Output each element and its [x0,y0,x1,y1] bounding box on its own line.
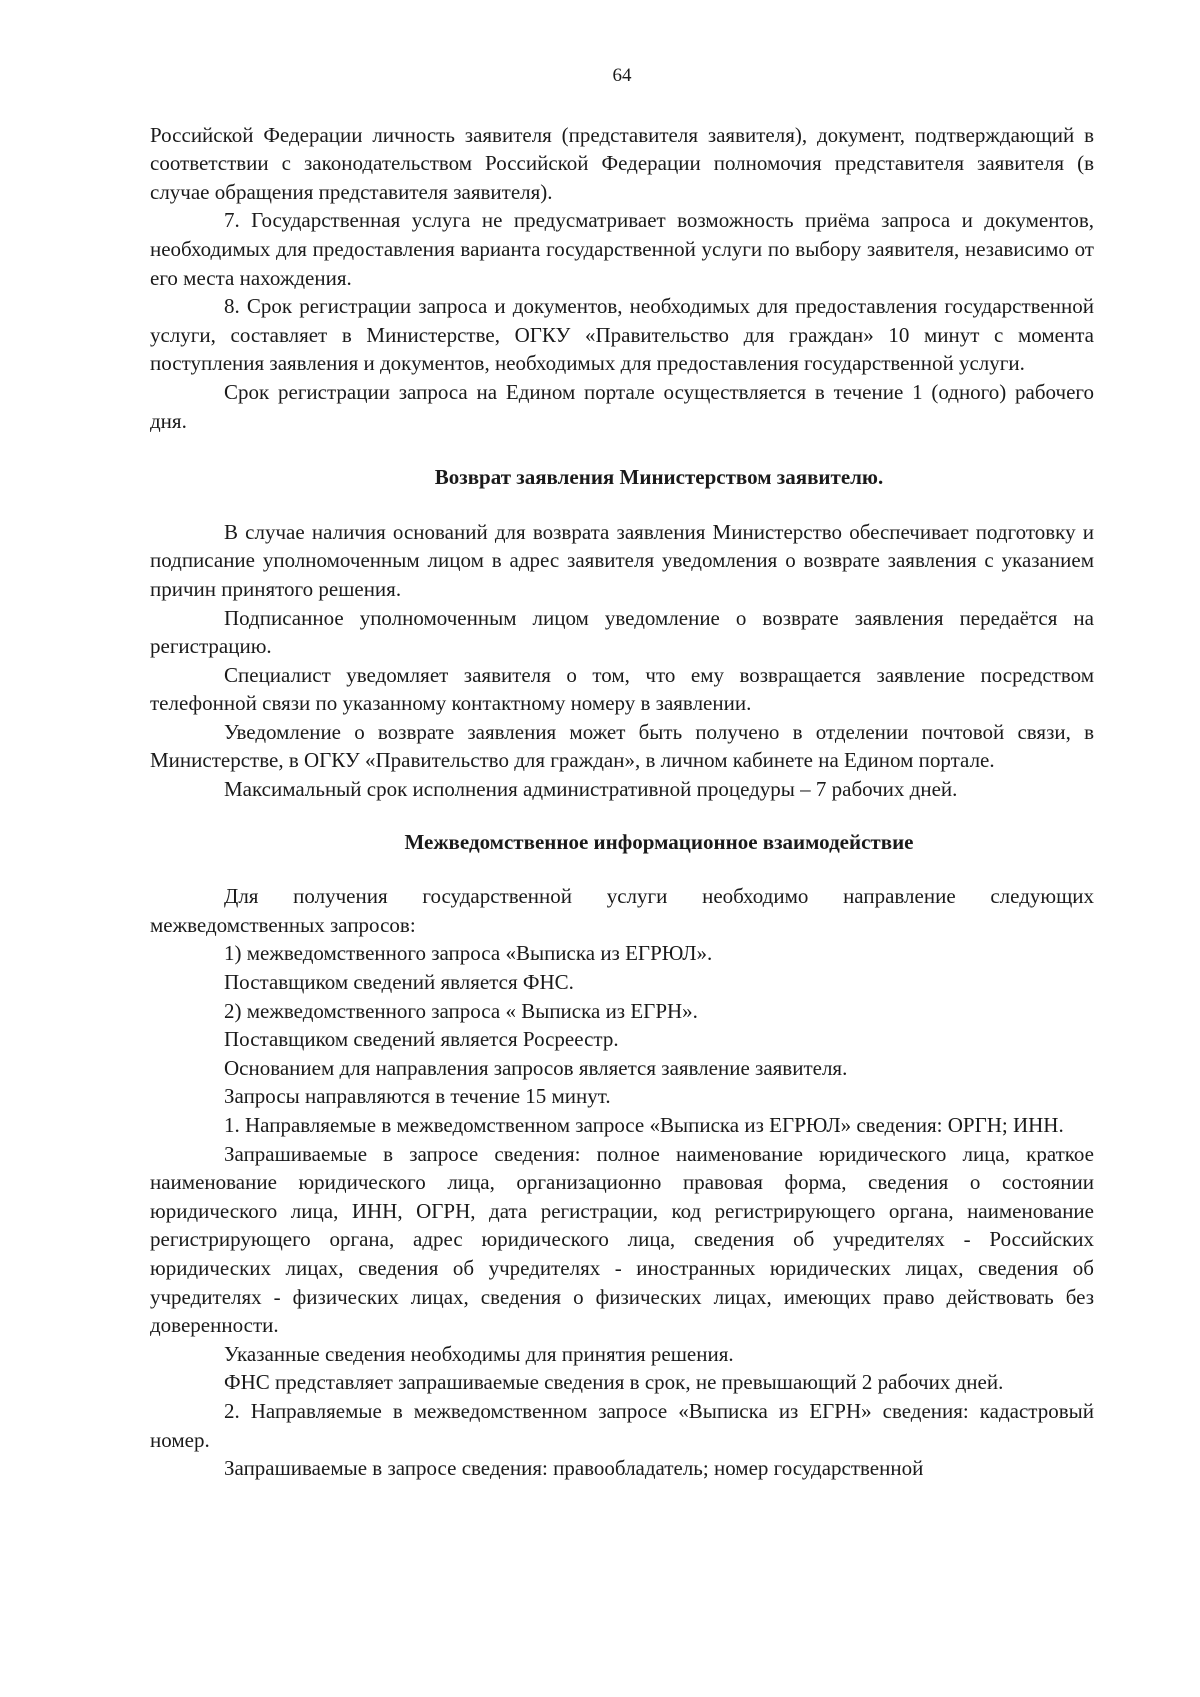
paragraph-return-1: В случае наличия оснований для возврата заявления Министерство обеспечивает подготовку и подписание уполномоченным лицом в адрес заявителя уведомления о возврате заявления с указанием причин принятого решения. [150,519,1094,601]
paragraph-interagency-7: Запросы направляются в течение 15 минут. [224,1084,611,1109]
paragraph-return-2: Подписанное уполномоченным лицом уведомление о возврате заявления передаётся на регистрацию. [150,605,1094,659]
paragraph-interagency-2: 1) межведомственного запроса «Выписка из ЕГРЮЛ». [224,941,713,966]
paragraph-portal-registration: Срок регистрации запроса на Едином портале осуществляется в течение 1 (одного) рабочего дня. [150,379,1094,433]
paragraph-return-5: Максимальный срок исполнения административной процедуры – 7 рабочих дней. [224,777,958,802]
paragraph-interagency-11: ФНС представляет запрашиваемые сведения в срок, не превышающий 2 рабочих дней. [224,1370,1004,1395]
document-page [150,62,1094,1682]
page-number: 64 [612,65,632,86]
paragraph-item-8: 8. Срок регистрации запроса и документов, необходимых для предоставления государственной услуги, составляет в Министерстве, ОГКУ «Правительство для граждан» 10 минут с момента поступления заявления и документов, необходимых для предоставления государственной услуги. [150,294,1094,376]
paragraph-interagency-13: Запрашиваемые в запросе сведения: правообладатель; номер государственной [224,1456,924,1481]
paragraph-return-4: Уведомление о возврате заявления может быть получено в отделении почтовой связи, в Министерстве, в ОГКУ «Правительство для граждан», в личном кабинете на Едином портале. [150,719,1094,773]
paragraph-interagency-10: Указанные сведения необходимы для принятия решения. [224,1341,734,1366]
paragraph-interagency-4: 2) межведомственного запроса « Выписка из ЕГРН». [224,998,698,1023]
section-heading-return: Возврат заявления Министерством заявителю. [434,465,884,490]
paragraph-interagency-12: 2. Направляемые в межведомственном запросе «Выписка из ЕГРН» сведения: кадастровый номер. [150,1398,1094,1452]
paragraph-interagency-8: 1. Направляемые в межведомственном запросе «Выписка из ЕГРЮЛ» сведения: ОРГН; ИНН. [224,1113,1064,1137]
paragraph-interagency-3: Поставщиком сведений является ФНС. [224,970,574,995]
section-heading-interagency: Межведомственное информационное взаимодействие [404,829,914,854]
paragraph-interagency-6: Основанием для направления запросов является заявление заявителя. [224,1055,848,1080]
paragraph-interagency-9: Запрашиваемые в запросе сведения: полное наименование юридического лица, краткое наименование юридического лица, организационно правовая форма, сведения о состоянии юридического лица, ИНН, ОГРН, дата регистрации, код регистрирующего органа, наименование регистрирующего органа, адрес юридического лица, сведения об учредителях - Российских юридических лицах, сведения об учредителях - иностранных юридических лицах, сведения об учредителях - физических лицах, сведения о физических лицах, имеющих право действовать без доверенности. [150,1141,1094,1338]
paragraph-interagency-1: Для получения государственной услуги необходимо направление следующих межведомственных запросов: [150,884,1094,937]
paragraph-interagency-5: Поставщиком сведений является Росреестр. [224,1027,619,1052]
paragraph-continuation: Российской Федерации личность заявителя (представителя заявителя), документ, подтверждающий в соответствии с законодательством Российской Федерации полномочия представителя заявителя (в случае обращения представителя заявителя). [150,122,1094,204]
paragraph-item-7: 7. Государственная услуга не предусматривает возможность приёма запроса и документов, необходимых для предоставления варианта государственной услуги по выбору заявителя, независимо от его места нахождения. [150,208,1094,290]
paragraph-return-3: Специалист уведомляет заявителя о том, что ему возвращается заявление посредством телефонной связи по указанному контактному номеру в заявлении. [150,662,1094,716]
